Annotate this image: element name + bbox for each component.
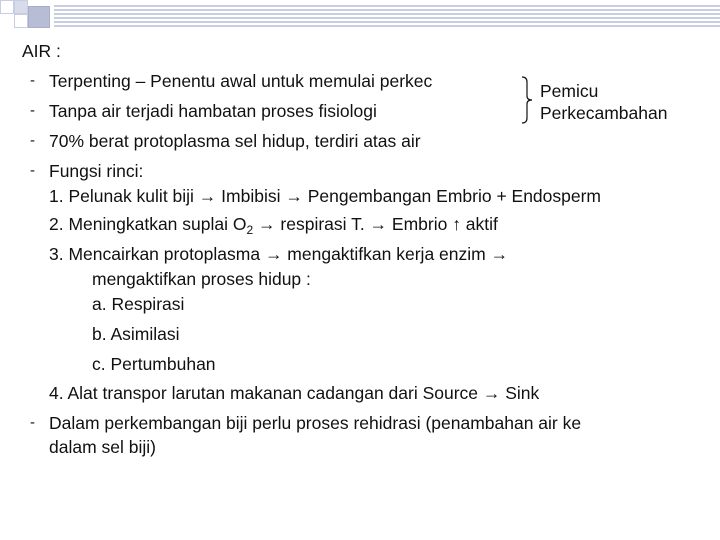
function-item: 4. Alat transpor larutan makanan cadangan dari Source → Sink <box>49 383 540 403</box>
bullet-item: Terpenting – Penentu awal untuk memulai perkec <box>49 71 433 91</box>
function-item: 1. Pelunak kulit biji → Imbibisi → Pengembangan Embrio + Endosperm <box>49 186 602 206</box>
bullet-marker: - <box>30 72 35 89</box>
sub-item: b. Asimilasi <box>92 324 180 344</box>
bullet-item: Fungsi rinci: <box>49 161 144 181</box>
slide-heading: AIR : <box>22 41 61 61</box>
bullet-marker: - <box>30 414 35 431</box>
bullet-marker: - <box>30 162 35 179</box>
bullet-item: Dalam perkembangan biji perlu proses rehidrasi (penambahan air ke <box>49 413 582 433</box>
subscript: 2 <box>246 223 254 237</box>
bullet-item: 70% berat protoplasma sel hidup, terdiri atas air <box>49 131 421 151</box>
side-note-line2: Perkecambahan <box>540 103 668 123</box>
sub-item: a. Respirasi <box>92 294 185 314</box>
function-item <box>49 214 498 240</box>
bullet-item-continued: dalam sel biji) <box>49 437 156 457</box>
sub-item: c. Pertumbuhan <box>92 354 216 374</box>
function-item: 3. Mencairkan protoplasma → mengaktifkan kerja enzim → <box>49 244 509 264</box>
side-note-line1: Pemicu <box>540 81 599 101</box>
function-text: → respirasi T. → Embrio ↑ aktif <box>253 214 498 234</box>
bullet-marker: - <box>30 102 35 119</box>
function-item-continued: mengaktifkan proses hidup : <box>92 269 311 289</box>
function-text: 2. Meningkatkan suplai O <box>49 214 247 234</box>
bullet-marker: - <box>30 132 35 149</box>
bullet-item: Tanpa air terjadi hambatan proses fisiologi <box>49 101 377 121</box>
curly-bracket-icon <box>520 76 534 124</box>
